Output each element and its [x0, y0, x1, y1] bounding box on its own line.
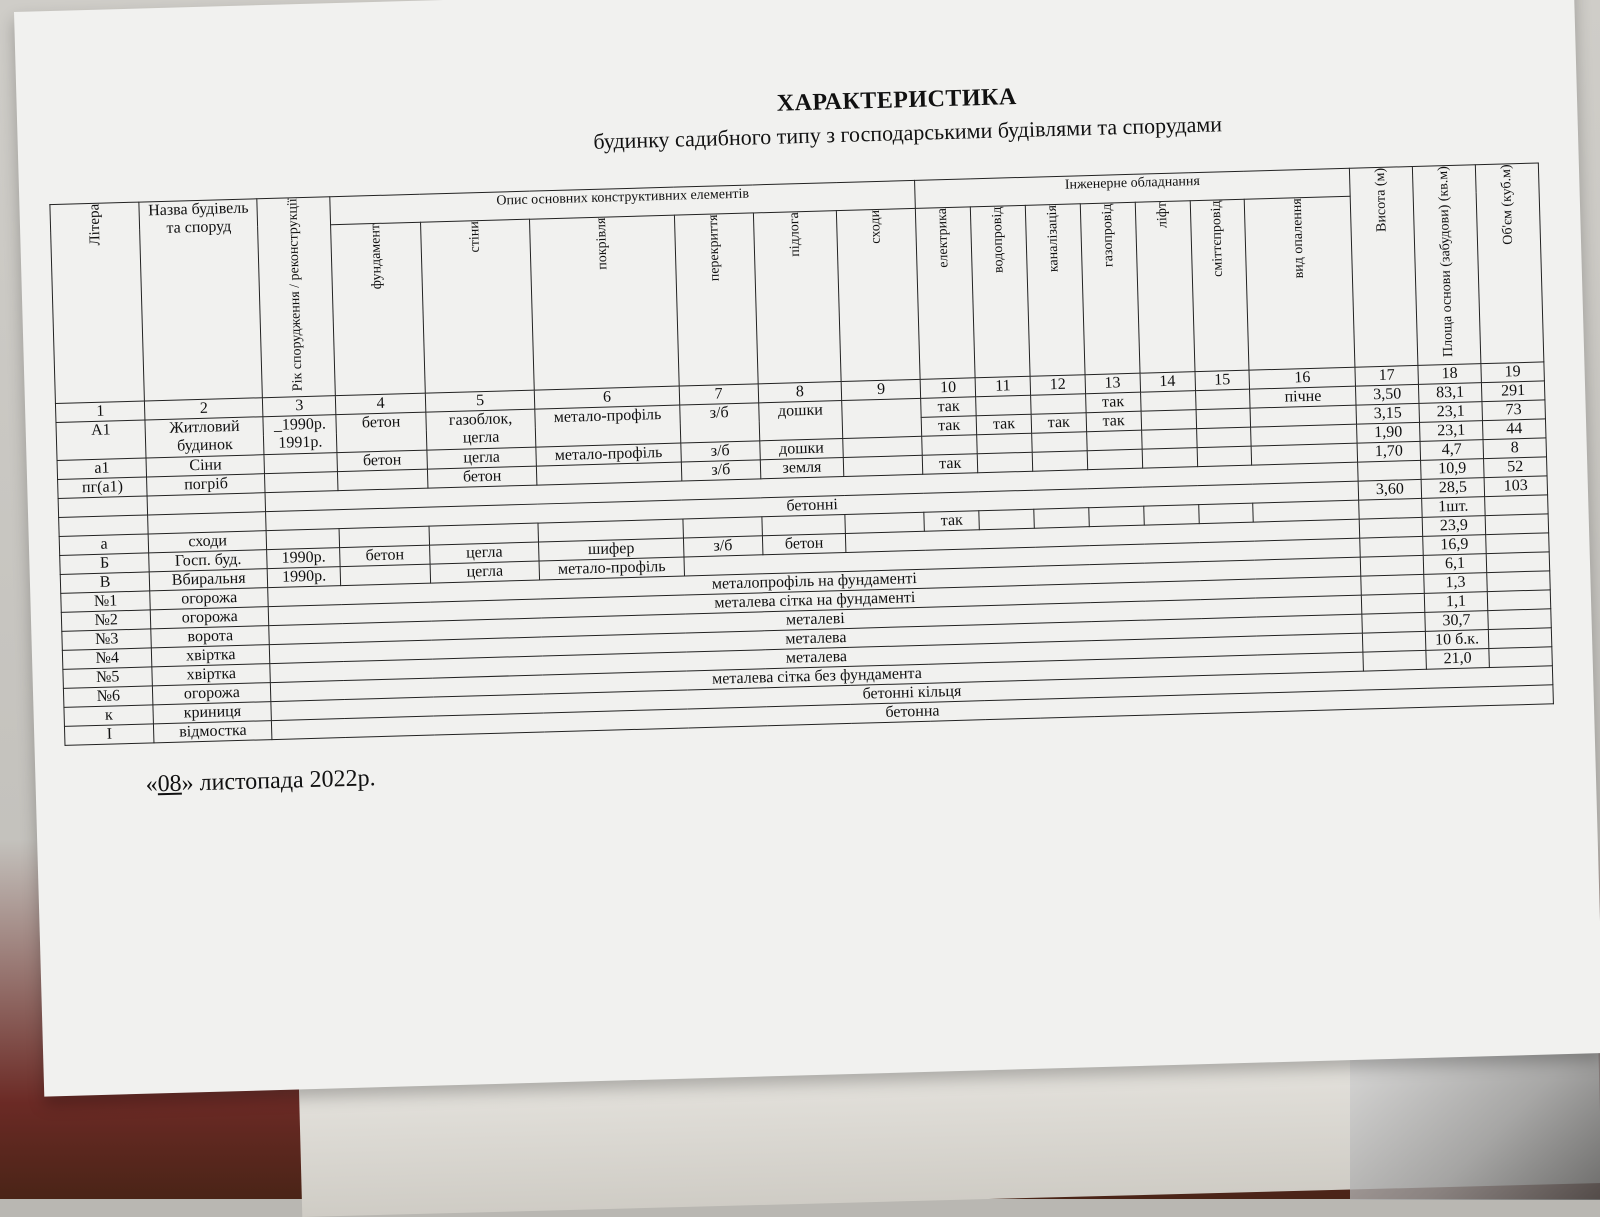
- cell-roof: шифер: [539, 538, 684, 561]
- date-open-quote: «: [145, 771, 158, 798]
- cell-walls: цегла: [430, 561, 540, 583]
- col-number: 19: [1481, 362, 1545, 383]
- cell-sewer: [1034, 508, 1089, 529]
- col-number: 11: [975, 376, 1030, 397]
- cell-ceiling: з/б: [681, 460, 761, 481]
- cell-height: [1363, 650, 1426, 671]
- cell-volume: 103: [1484, 476, 1548, 497]
- col-number: 5: [425, 390, 535, 412]
- cell-gas: [1089, 506, 1144, 527]
- cell-volume: [1485, 514, 1549, 535]
- header-group-construct: Опис основних конструктивних елементів: [330, 180, 916, 224]
- col-number: 14: [1140, 372, 1195, 393]
- cell-volume: 73: [1482, 400, 1546, 421]
- col-number: 9: [841, 379, 921, 400]
- cell-volume: [1487, 571, 1551, 592]
- col-number: 6: [535, 386, 680, 409]
- cell-merged-desc: металева сітка на фундаменті: [268, 576, 1361, 626]
- cell-walls: бетон: [427, 466, 537, 488]
- cell-stairs: [842, 398, 922, 438]
- header-garbage: сміттєпровід: [1190, 199, 1250, 372]
- cell-electric: так: [924, 511, 979, 532]
- cell-area: 4,7: [1420, 440, 1483, 461]
- cell-merged-desc: металева: [269, 614, 1362, 664]
- cell-foundation: бетон: [336, 412, 426, 452]
- col-number: 13: [1085, 373, 1140, 394]
- document-date: [145, 732, 1565, 799]
- cell-floor: бетон: [762, 533, 846, 554]
- cell-volume: [1486, 533, 1550, 554]
- cell-floor: дошки: [759, 400, 843, 440]
- cell-height: [1361, 574, 1424, 595]
- cell-garbage: [1197, 446, 1252, 467]
- cell-area: 21,0: [1426, 649, 1489, 670]
- cell-volume: [1487, 590, 1551, 611]
- cell-litera: №5: [63, 667, 153, 688]
- cell-height: 3,60: [1358, 479, 1421, 500]
- document-subtitle: будинку садибного типу з господарськими будівлями та спорудами: [593, 111, 1223, 154]
- cell-ceiling: з/б: [679, 403, 759, 443]
- cell-gas: [1086, 430, 1141, 451]
- cell-volume: [1488, 609, 1552, 630]
- cell-lift: [1141, 429, 1196, 450]
- cell-volume: [1486, 552, 1550, 573]
- cell-name: ворота: [151, 626, 269, 648]
- cell-electric: так: [921, 416, 976, 437]
- cell-height: [1362, 631, 1425, 652]
- cell-lift: [1141, 410, 1196, 431]
- col-number: 16: [1249, 367, 1355, 389]
- cell-water: [976, 395, 1031, 416]
- document-page: [14, 0, 1600, 1097]
- cell-merged-desc: металева сітка без фундамента: [271, 652, 1364, 702]
- cell-foundation: [338, 469, 428, 490]
- header-litera: Літера: [50, 202, 145, 403]
- cell-area: 1,1: [1424, 592, 1487, 613]
- cell-merged-desc: бетонна: [272, 685, 1554, 740]
- header-area: Площа основи (забудови) (кв.м): [1412, 165, 1480, 366]
- col-number: 18: [1418, 364, 1481, 385]
- cell-garbage: [1196, 408, 1251, 429]
- col-number: 17: [1355, 365, 1418, 386]
- cell-merged-desc: металева: [270, 633, 1363, 683]
- cell-electric: [922, 435, 977, 456]
- cell-garbage: [1198, 503, 1253, 524]
- cell-height: [1358, 460, 1421, 481]
- header-heating: вид опалення: [1245, 196, 1355, 370]
- cell-foundation: [340, 564, 430, 585]
- cell-name: Житловий будинок: [145, 417, 264, 458]
- cell-electric: так: [921, 397, 976, 418]
- cell-area: 10 б.к.: [1425, 630, 1488, 651]
- header-lift: ліфт: [1135, 201, 1195, 374]
- cell-litera: [58, 496, 148, 517]
- cell-year: [264, 453, 338, 474]
- cell-height: 3,50: [1356, 384, 1419, 405]
- cell-height: [1359, 498, 1422, 519]
- cell-name: Вбиральня: [150, 569, 268, 591]
- col-number: 12: [1030, 375, 1085, 396]
- cell-name: Госп. буд.: [149, 550, 267, 572]
- cell-stairs: [843, 455, 923, 476]
- cell-name: погріб: [147, 474, 265, 496]
- cell-height: [1361, 593, 1424, 614]
- cell-litera: к: [64, 705, 154, 726]
- cell-litera: пг(а1): [58, 477, 148, 498]
- cell-lift: [1142, 448, 1197, 469]
- cell-litera: В: [60, 572, 150, 593]
- header-electric: електрика: [916, 207, 976, 380]
- cell-gas: так: [1086, 411, 1141, 432]
- date-close-quote: »: [181, 770, 194, 797]
- cell-volume: 52: [1484, 457, 1548, 478]
- col-number: 1: [55, 401, 145, 422]
- col-number: 8: [758, 381, 842, 402]
- cell-ceiling: з/б: [680, 441, 760, 462]
- cell-litera: №4: [62, 648, 152, 669]
- cell-volume: [1489, 647, 1553, 668]
- cell-roof: метало-профіль: [539, 557, 684, 580]
- cell-foundation: [339, 526, 429, 547]
- cell-area: 28,5: [1421, 478, 1484, 499]
- cell-name: хвіртка: [152, 664, 270, 686]
- cell-sewer: [1031, 394, 1086, 415]
- cell-litera: №2: [61, 610, 151, 631]
- cell-height: [1360, 536, 1423, 557]
- cell-volume: 291: [1481, 381, 1545, 402]
- cell-garbage: [1196, 427, 1251, 448]
- header-water: водопровід: [970, 205, 1030, 378]
- document-content: [47, 69, 1566, 801]
- cell-litera: [59, 515, 149, 536]
- header-ceiling: перекриття: [674, 213, 758, 386]
- cell-volume: [1488, 628, 1552, 649]
- cell-year: [266, 529, 340, 550]
- header-gas: газопровід: [1080, 202, 1140, 375]
- cell-walls: газоблок, цегла: [426, 409, 537, 450]
- cell-area: 16,9: [1423, 535, 1486, 556]
- cell-area: 23,9: [1422, 516, 1485, 537]
- cell-walls: цегла: [429, 542, 539, 564]
- cell-floor: земля: [760, 457, 844, 478]
- cell-water: так: [976, 414, 1031, 435]
- cell-volume: [1485, 495, 1549, 516]
- header-group-engineering: Інженерне обладнання: [915, 168, 1350, 208]
- cell-merged-desc: металопрофіль на фундаменті: [268, 557, 1361, 607]
- cell-name: сходи: [148, 531, 266, 553]
- cell-merged-desc: бетонні кільця: [271, 666, 1553, 721]
- cell-year: [265, 472, 339, 493]
- cell-area: 1шт.: [1422, 497, 1485, 518]
- cell-gas: [1087, 449, 1142, 470]
- cell-lift: [1140, 391, 1195, 412]
- col-number: 4: [336, 393, 426, 414]
- cell-height: [1362, 612, 1425, 633]
- col-number: 10: [920, 378, 975, 399]
- col-number: 7: [679, 384, 759, 405]
- date-day: 08: [157, 770, 182, 798]
- cell-litera: Б: [60, 553, 150, 574]
- characteristics-table: [49, 162, 1554, 745]
- cell-volume: 8: [1483, 438, 1547, 459]
- document-title: ХАРАКТЕРИСТИКА: [776, 84, 1018, 117]
- cell-electric: так: [923, 454, 978, 475]
- col-number: 15: [1195, 370, 1250, 391]
- cell-sewer: [1032, 432, 1087, 453]
- cell-area: 83,1: [1418, 383, 1481, 404]
- header-foundation: фундамент: [331, 222, 425, 395]
- cell-height: 3,15: [1356, 403, 1419, 424]
- header-walls: стіни: [420, 219, 534, 393]
- cell-area: 1,3: [1424, 573, 1487, 594]
- header-volume: Об'єм (куб.м): [1475, 163, 1544, 364]
- cell-gas: так: [1085, 392, 1140, 413]
- header-sewer: каналізація: [1025, 204, 1085, 377]
- cell-area: 6,1: [1423, 554, 1486, 575]
- cell-name: відмостка: [154, 721, 272, 743]
- cell-stairs: [843, 436, 923, 457]
- cell-roof: метало-профіль: [535, 405, 680, 447]
- cell-litera: №3: [62, 629, 152, 650]
- date-rest: листопада 2022р.: [193, 765, 376, 797]
- cell-area: 23,1: [1420, 421, 1483, 442]
- cell-water: [979, 509, 1034, 530]
- cell-ceiling: з/б: [683, 536, 763, 557]
- cell-stairs: [845, 512, 925, 533]
- cell-area: 30,7: [1425, 611, 1488, 632]
- cell-year: _1990р. 1991р.: [263, 415, 337, 455]
- cell-name: огорожа: [153, 683, 271, 705]
- cell-height: 1,70: [1357, 441, 1420, 462]
- header-name: Назва будівель та споруд: [139, 199, 262, 401]
- cell-name: Сіни: [146, 455, 264, 477]
- col-number: 2: [145, 398, 263, 420]
- cell-heating: пічне: [1250, 386, 1356, 408]
- cell-area: 23,1: [1419, 402, 1482, 423]
- cell-height: [1359, 517, 1422, 538]
- cell-litera: №1: [61, 591, 151, 612]
- cell-height: [1360, 555, 1423, 576]
- cell-name: огорожа: [150, 588, 268, 610]
- header-roof: покрівля: [530, 215, 679, 390]
- header-height: Висота (м): [1349, 167, 1417, 368]
- cell-year: 1990р.: [267, 548, 341, 569]
- cell-litera: А1: [56, 420, 146, 460]
- cell-floor: дошки: [760, 438, 844, 459]
- cell-sewer: так: [1031, 413, 1086, 434]
- cell-roof: метало-профіль: [536, 443, 681, 466]
- cell-name: криниця: [153, 702, 271, 724]
- cell-lift: [1143, 505, 1198, 526]
- header-stairs: сходи: [836, 208, 920, 381]
- cell-litera: а: [59, 534, 149, 555]
- cell-floor: [762, 514, 846, 535]
- cell-walls: цегла: [427, 447, 537, 469]
- cell-volume: 44: [1482, 419, 1546, 440]
- header-floor: підлога: [753, 211, 841, 384]
- cell-area: 10,9: [1421, 459, 1484, 480]
- cell-water: [977, 452, 1032, 473]
- cell-merged-desc: металеві: [269, 595, 1362, 645]
- cell-name: хвіртка: [152, 645, 270, 667]
- col-number: 3: [263, 396, 337, 417]
- cell-foundation: бетон: [340, 545, 430, 566]
- cell-ceiling: [683, 517, 763, 538]
- cell-foundation: бетон: [337, 450, 427, 471]
- cell-water: [977, 433, 1032, 454]
- cell-litera: І: [64, 724, 154, 745]
- cell-merged-desc: бетонні: [266, 481, 1359, 531]
- header-year: Рік спорудження / реконструкції: [257, 197, 336, 398]
- cell-litera: №6: [63, 686, 153, 707]
- cell-litera: а1: [57, 458, 147, 479]
- cell-height: 1,90: [1357, 422, 1420, 443]
- cell-year: 1990р.: [267, 567, 341, 588]
- cell-name: огорожа: [151, 607, 269, 629]
- cell-garbage: [1195, 389, 1250, 410]
- cell-sewer: [1032, 451, 1087, 472]
